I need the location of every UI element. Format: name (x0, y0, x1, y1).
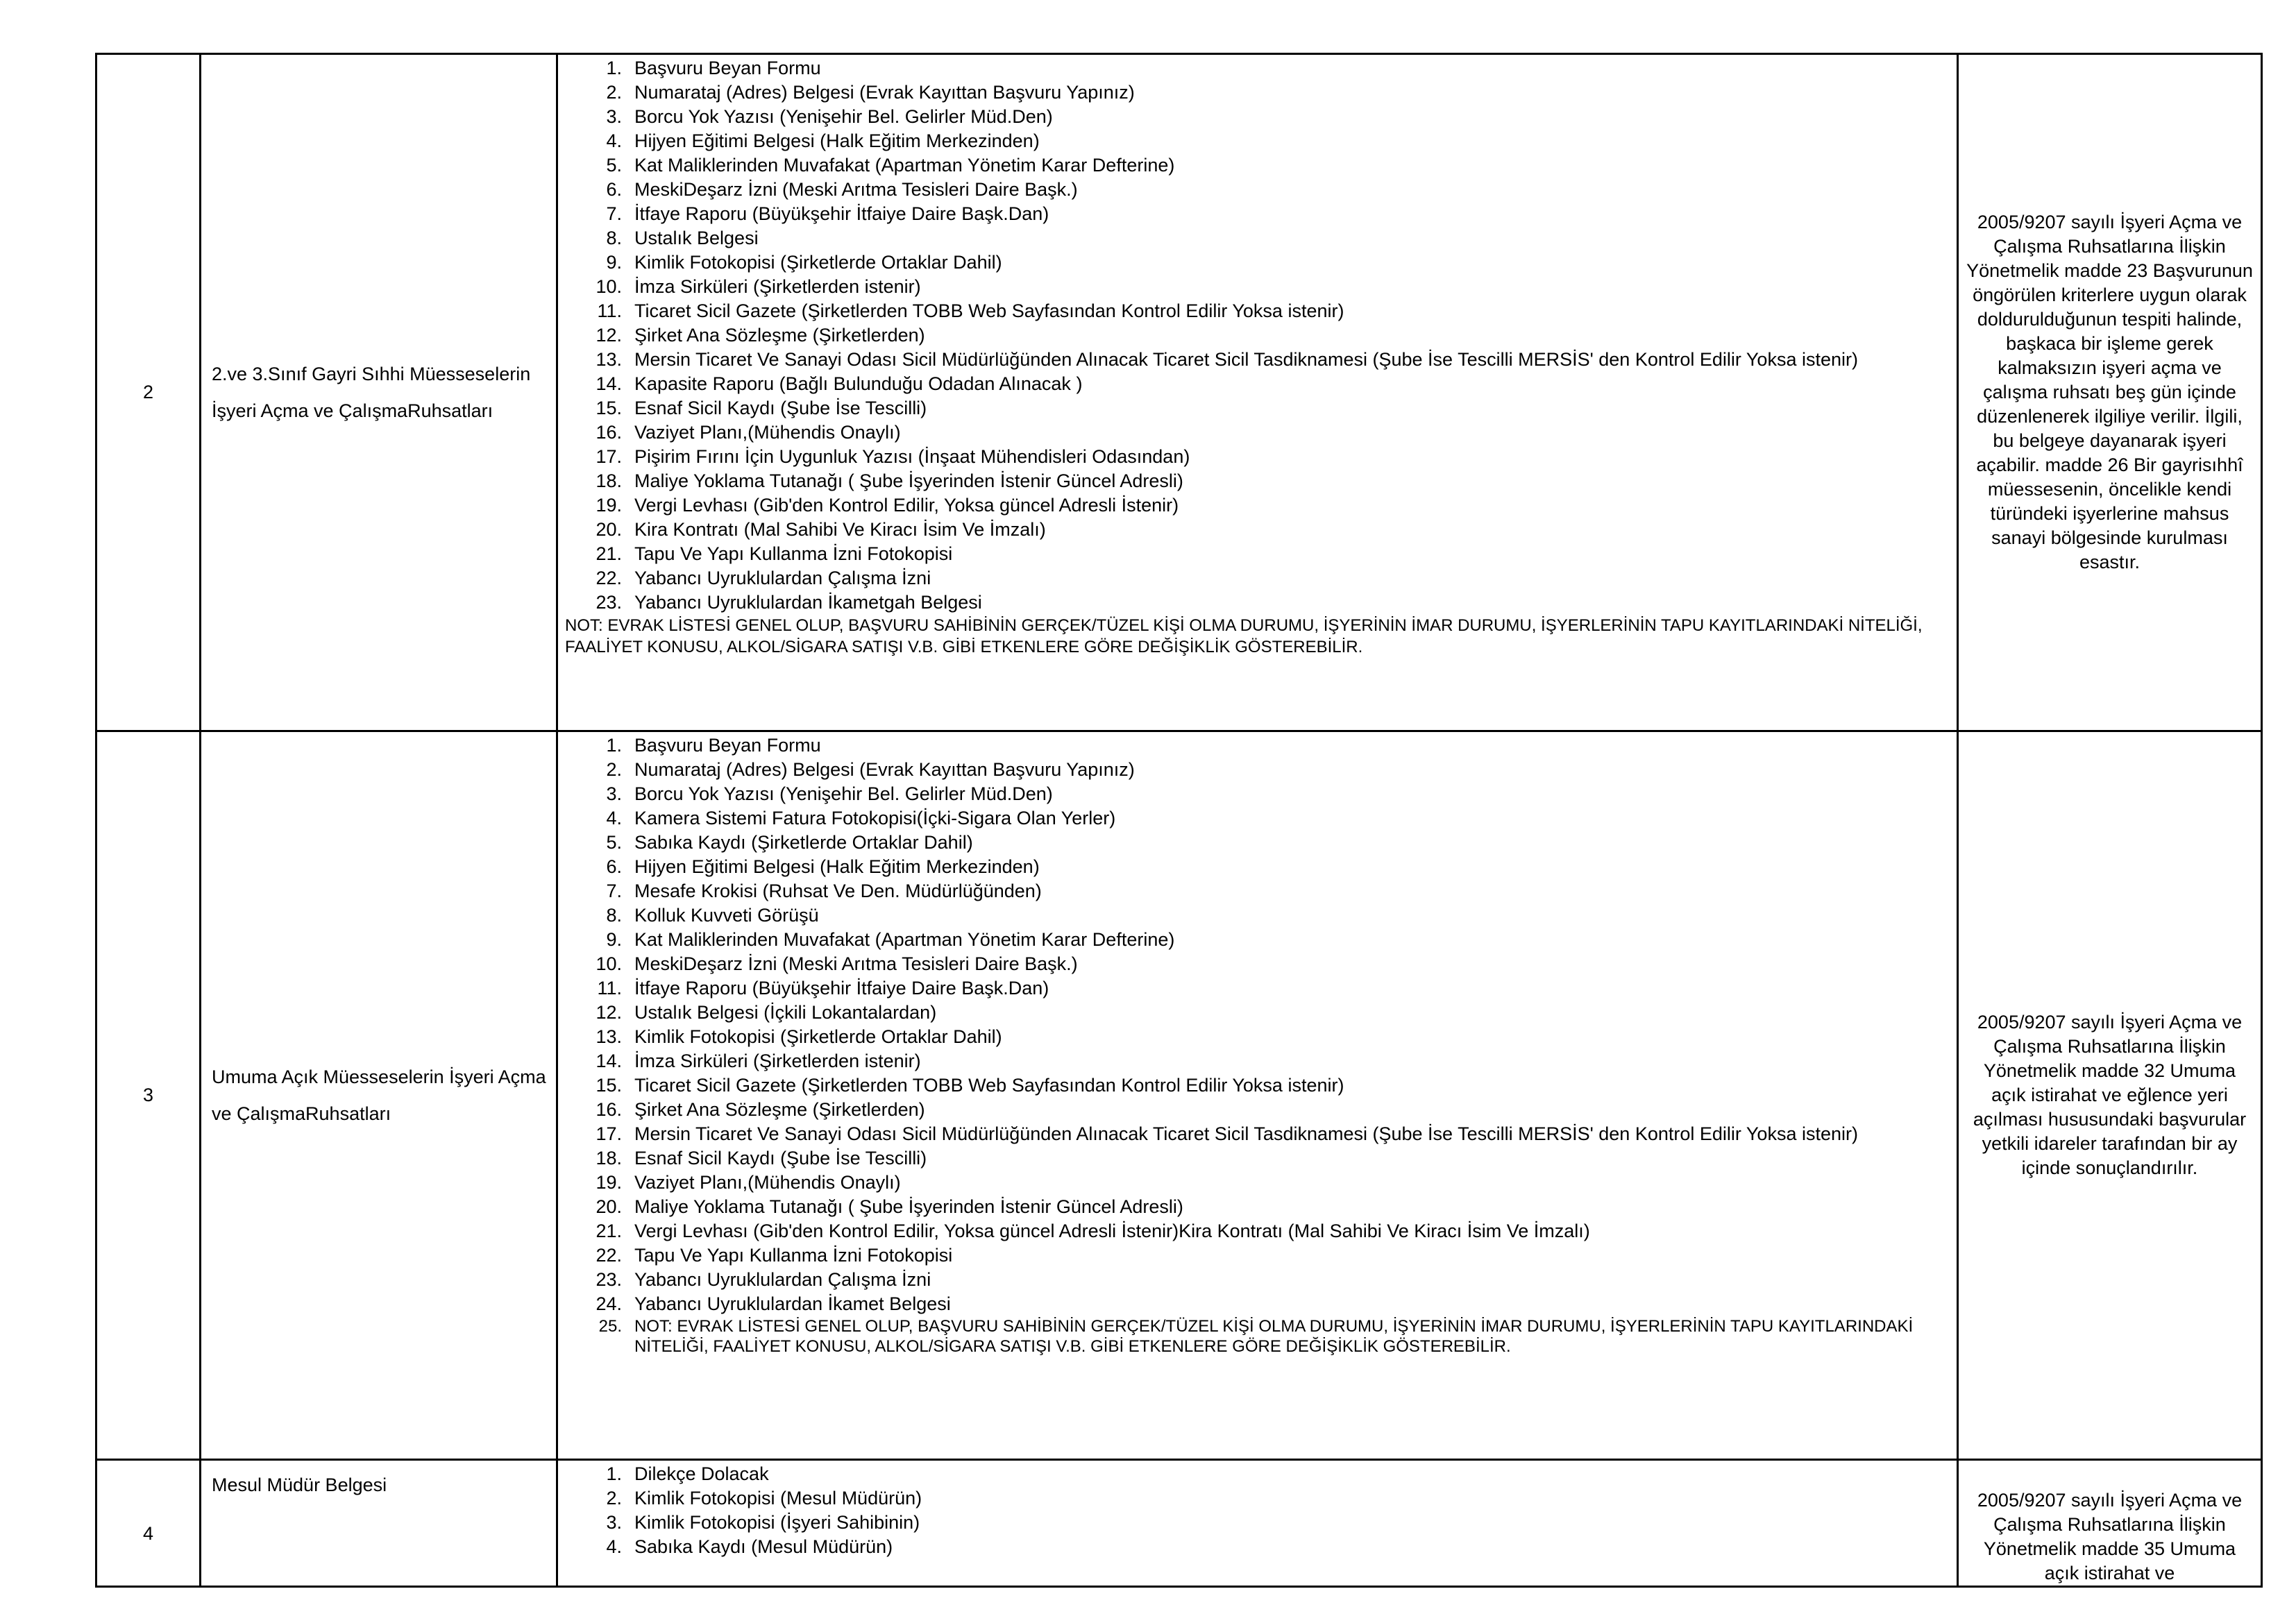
list-item: 9. Kat Maliklerinden Muvafakat (Apartman Yönetim Karar Defterine) (606, 929, 1175, 950)
list-item: 12. Ustalık Belgesi (İçkili Lokantalardan) (596, 1002, 937, 1023)
list-item: 15. Esnaf Sicil Kaydı (Şube İse Tescilli) (596, 398, 927, 418)
list-item: 6. Hijyen Eğitimi Belgesi (Halk Eğitim Merkezinden) (606, 856, 1040, 877)
list-item: 23. Yabancı Uyruklulardan Çalışma İzni (596, 1269, 931, 1290)
list-item: 13. Mersin Ticaret Ve Sanayi Odası Sicil Müdürlüğünden Alınacak Ticaret Sicil Tasdiknamesi (Şube İse Tescilli MERSİS' den Kontrol Edilir Yoksa istenir) (596, 349, 1858, 370)
list-item: 4. Hijyen Eğitimi Belgesi (Halk Eğitim Merkezinden) (606, 130, 1040, 151)
table-row (96, 1460, 2262, 1587)
row-number: 3 (96, 731, 201, 1460)
list-item: 4. Sabıka Kaydı (Mesul Müdürün) (606, 1536, 893, 1557)
list-item: 22. Tapu Ve Yapı Kullanma İzni Fotokopisi (596, 1245, 953, 1266)
list-item: 8. Kolluk Kuvveti Görüşü (606, 905, 819, 926)
legal-basis: 2005/9207 sayılı İşyeri Açma ve Çalışma Ruhsatlarına İlişkin Yönetmelik madde 32 Umuma açık istirahat ve eğlence yeri açılması hususundaki başvurular yetkili idareler tarafından bir ay içinde sonuçlandırılır. (1958, 731, 2262, 1460)
list-item: 3. Kimlik Fotokopisi (İşyeri Sahibinin) (606, 1512, 920, 1533)
row-number: 4 (96, 1460, 201, 1587)
list-item: 8. Ustalık Belgesi (606, 228, 759, 248)
list-item: 1. Başvuru Beyan Formu (606, 58, 821, 78)
list-item: 5. Sabıka Kaydı (Şirketlerde Ortaklar Dahil) (606, 832, 973, 853)
required-documents (557, 731, 1958, 1460)
list-item: 13. Kimlik Fotokopisi (Şirketlerde Ortaklar Dahil) (596, 1026, 1002, 1047)
list-item: 22. Yabancı Uyruklulardan Çalışma İzni (596, 568, 931, 588)
list-item: 2. Kimlik Fotokopisi (Mesul Müdürün) (606, 1488, 922, 1509)
list-item: 9. Kimlik Fotokopisi (Şirketlerde Ortaklar Dahil) (606, 252, 1002, 273)
list-item: 23. Yabancı Uyruklulardan İkametgah Belgesi (596, 592, 982, 613)
license-type: Mesul Müdür Belgesi (201, 1460, 557, 1587)
document-list (565, 733, 1950, 1357)
list-item: 6. MeskiDeşarz İzni (Meski Arıtma Tesisleri Daire Başk.) (606, 179, 1078, 200)
required-documents (557, 1460, 1958, 1587)
list-item: 7. Mesafe Krokisi (Ruhsat Ve Den. Müdürlüğünden) (606, 881, 1042, 901)
license-requirements-table (95, 53, 2263, 1588)
table-row (96, 54, 2262, 731)
list-item: 24. Yabancı Uyruklulardan İkamet Belgesi (596, 1293, 951, 1314)
list-item: 11. Ticaret Sicil Gazete (Şirketlerden TOBB Web Sayfasından Kontrol Edilir Yoksa istenir) (597, 300, 1344, 321)
list-item: 18. Maliye Yoklama Tutanağı ( Şube İşyerinden İstenir Güncel Adresli) (596, 470, 1183, 491)
list-item: 2. Numarataj (Adres) Belgesi (Evrak Kayıttan Başvuru Yapınız) (606, 759, 1135, 780)
list-item: 16. Vaziyet Planı,(Mühendis Onaylı) (596, 422, 901, 443)
note-item: 25. NOT: EVRAK LİSTESİ GENEL OLUP, BAŞVURU SAHİBİNİN GERÇEK/TÜZEL KİŞİ OLMA DURUMU, İŞYERİNİN İMAR DURUMU, İŞYERLERİNİN TAPU KAYITLARINDAKİ NİTELİĞİ, FAALİYET KONUSU, ALKOL/SİGARA SATIŞI V.B. GİBİ ETKENLERE GÖRE DEĞİŞİKLİK GÖSTEREBİLİR. (598, 1317, 1914, 1356)
list-item: 20. Kira Kontratı (Mal Sahibi Ve Kiracı İsim Ve İmzalı) (596, 519, 1046, 540)
list-item: 3. Borcu Yok Yazısı (Yenişehir Bel. Gelirler Müd.Den) (606, 106, 1053, 127)
list-item: 10. MeskiDeşarz İzni (Meski Arıtma Tesisleri Daire Başk.) (596, 953, 1078, 974)
list-item: 4. Kamera Sistemi Fatura Fotokopisi(İçki-Sigara Olan Yerler) (606, 808, 1116, 829)
list-item: 10. İmza Sirküleri (Şirketlerden istenir) (596, 276, 921, 297)
list-item: 12. Şirket Ana Sözleşme (Şirketlerden) (596, 325, 925, 346)
list-item: 19. Vaziyet Planı,(Mühendis Onaylı) (596, 1172, 901, 1193)
list-item: 20. Maliye Yoklama Tutanağı ( Şube İşyerinden İstenir Güncel Adresli) (596, 1196, 1183, 1217)
legal-basis: 2005/9207 sayılı İşyeri Açma ve Çalışma Ruhsatlarına İlişkin Yönetmelik madde 35 Umuma açık istirahat ve (1958, 1460, 2262, 1587)
list-item: 17. Pişirim Fırını İçin Uygunluk Yazısı (İnşaat Mühendisleri Odasından) (596, 446, 1190, 467)
note-text: NOT: EVRAK LİSTESİ GENEL OLUP, BAŞVURU SAHİBİNİN GERÇEK/TÜZEL KİŞİ OLMA DURUMU, İŞYERİNİN İMAR DURUMU, İŞYERLERİNİN TAPU KAYITLARINDAKİ NİTELİĞİ, FAALİYET KONUSU, ALKOL/SİGARA SATIŞI V.B. GİBİ ETKENLERE GÖRE DEĞİŞİKLİK GÖSTEREBİLİR. (565, 616, 1923, 656)
document-list (565, 56, 1950, 615)
license-type: Umuma Açık Müesseselerin İşyeri Açma ve ÇalışmaRuhsatları (201, 731, 557, 1460)
list-item: 21. Tapu Ve Yapı Kullanma İzni Fotokopisi (596, 543, 953, 564)
list-item: 18. Esnaf Sicil Kaydı (Şube İse Tescilli) (596, 1148, 927, 1169)
table-row (96, 731, 2262, 1460)
list-item: 7. İtfaye Raporu (Büyükşehir İtfaiye Daire Başk.Dan) (606, 203, 1049, 224)
list-item: 11. İtfaye Raporu (Büyükşehir İtfaiye Daire Başk.Dan) (597, 978, 1049, 999)
list-item: 5. Kat Maliklerinden Muvafakat (Apartman Yönetim Karar Defterine) (606, 155, 1175, 176)
row-number: 2 (96, 54, 201, 731)
list-item: 1. Başvuru Beyan Formu (606, 735, 821, 756)
required-documents (557, 54, 1958, 731)
list-item: 19. Vergi Levhası (Gib'den Kontrol Edilir, Yoksa güncel Adresli İstenir) (596, 495, 1179, 516)
list-item: 2. Numarataj (Adres) Belgesi (Evrak Kayıttan Başvuru Yapınız) (606, 82, 1135, 103)
license-type: 2.ve 3.Sınıf Gayri Sıhhi Müesseselerin İşyeri Açma ve ÇalışmaRuhsatları (201, 54, 557, 731)
document-list (565, 1462, 1950, 1559)
list-item: 15. Ticaret Sicil Gazete (Şirketlerden TOBB Web Sayfasından Kontrol Edilir Yoksa istenir) (596, 1075, 1344, 1096)
list-item: 3. Borcu Yok Yazısı (Yenişehir Bel. Gelirler Müd.Den) (606, 783, 1053, 804)
list-item: 14. İmza Sirküleri (Şirketlerden istenir) (596, 1051, 921, 1071)
list-item: 14. Kapasite Raporu (Bağlı Bulunduğu Odadan Alınacak ) (596, 373, 1083, 394)
list-item: 16. Şirket Ana Sözleşme (Şirketlerden) (596, 1099, 925, 1120)
legal-basis: 2005/9207 sayılı İşyeri Açma ve Çalışma Ruhsatlarına İlişkin Yönetmelik madde 23 Başvurunun öngörülen kriterlere uygun olarak doldurulduğunun tespiti halinde, başkaca bir işleme gerek kalmaksızın işyeri açma ve çalışma ruhsatı beş gün içinde düzenlenerek ilgiliye verilir. İlgili, bu belgeye dayanarak işyeri açabilir. madde 26 Bir gayrisıhhî müessesenin, öncelikle kendi türündeki işyerlerine mahsus sanayi bölgesinde kurulması esastır. (1958, 54, 2262, 731)
list-item: 1. Dilekçe Dolacak (606, 1463, 769, 1484)
list-item: 21. Vergi Levhası (Gib'den Kontrol Edilir, Yoksa güncel Adresli İstenir)Kira Kontratı (Mal Sahibi Ve Kiracı İsim Ve İmzalı) (596, 1221, 1590, 1241)
list-item: 17. Mersin Ticaret Ve Sanayi Odası Sicil Müdürlüğünden Alınacak Ticaret Sicil Tasdiknamesi (Şube İse Tescilli MERSİS' den Kontrol Edilir Yoksa istenir) (596, 1123, 1858, 1144)
